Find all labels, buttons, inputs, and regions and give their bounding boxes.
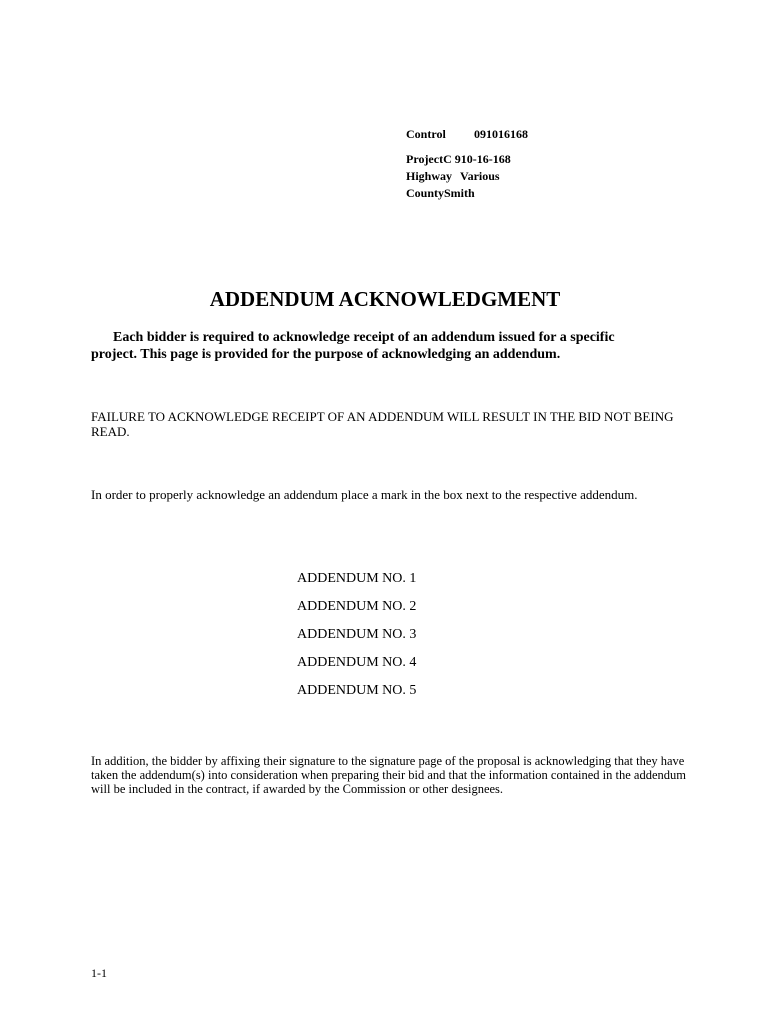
closing-paragraph: In addition, the bidder by affixing their signature to the signature page of the proposal is acknowledging that they have taken the addendum(s) into consideration when preparing their bid and that the information contained in the addendum will be included in the contract, if awarded by the Commission or other designees. xyxy=(91,754,686,796)
addendum-list xyxy=(297,565,416,705)
warning-text: FAILURE TO ACKNOWLEDGE RECEIPT OF AN ADDENDUM WILL RESULT IN THE BID NOT BEING READ. xyxy=(91,409,674,439)
page-title: ADDENDUM ACKNOWLEDGMENT xyxy=(209,287,561,311)
addendum-item-4[interactable] xyxy=(297,649,416,677)
addendum-label: ADDENDUM NO. 2 xyxy=(297,599,417,614)
project-row xyxy=(406,151,528,168)
intro-paragraph xyxy=(91,329,691,363)
addendum-item-5[interactable] xyxy=(297,677,416,705)
intro-line-2: project. This page is provided for the purpose of acknowledging an addendum. xyxy=(91,347,561,362)
highway-label: Highway xyxy=(406,169,453,183)
page-number: 1-1 xyxy=(91,966,107,980)
addendum-item-1[interactable] xyxy=(297,565,416,593)
project-line: ProjectC 910-16-168 xyxy=(406,152,511,166)
intro-line-1: Each bidder is required to acknowledge receipt of an addendum issued for a specific xyxy=(113,330,615,345)
county-row xyxy=(406,185,528,202)
project-header xyxy=(406,126,528,202)
control-label: Control xyxy=(406,127,446,141)
addendum-item-3[interactable] xyxy=(297,621,416,649)
addendum-item-2[interactable] xyxy=(297,593,416,621)
highway-row xyxy=(406,168,528,185)
instruction-text: In order to properly acknowledge an addendum place a mark in the box next to the respective addendum. xyxy=(91,487,638,502)
control-row xyxy=(406,126,528,143)
addendum-label: ADDENDUM NO. 5 xyxy=(297,683,417,698)
addendum-label: ADDENDUM NO. 1 xyxy=(297,571,417,586)
highway-value: Various xyxy=(460,169,500,183)
addendum-label: ADDENDUM NO. 4 xyxy=(297,655,417,670)
control-value: 091016168 xyxy=(474,127,528,141)
county-line: CountySmith xyxy=(406,186,475,200)
addendum-label: ADDENDUM NO. 3 xyxy=(297,627,417,642)
